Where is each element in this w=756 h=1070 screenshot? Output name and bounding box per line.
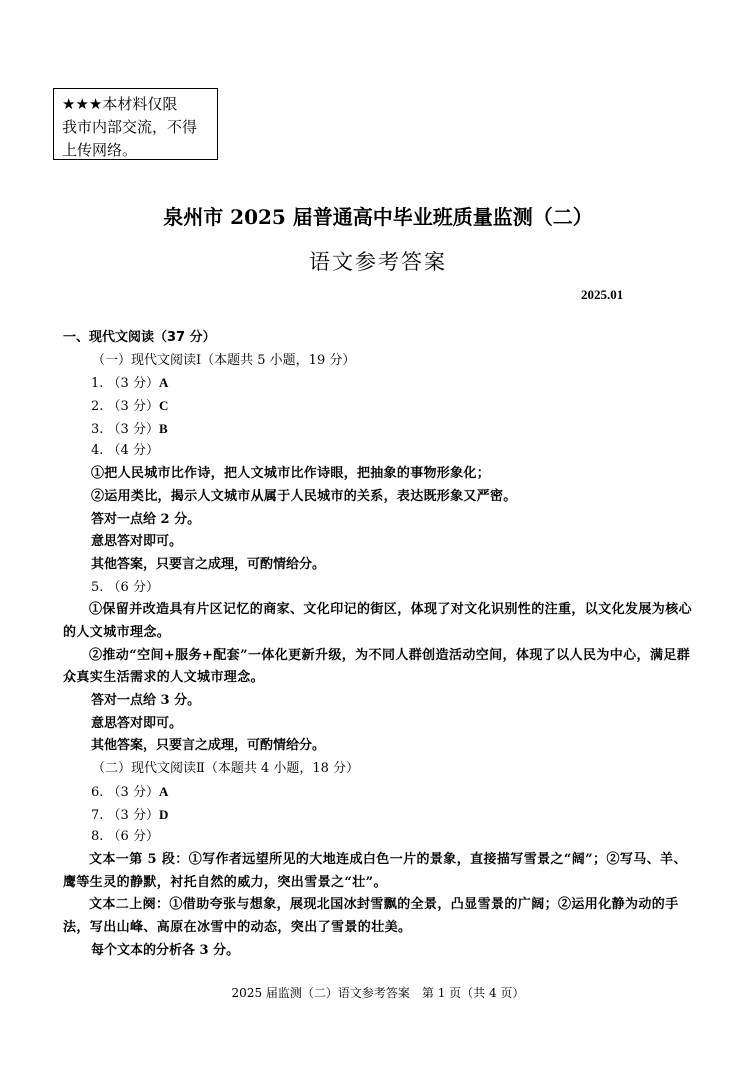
scoring-note: 答对一点给 3 分。 bbox=[91, 693, 201, 709]
page-title: 泉州市 2025 届普通高中毕业班质量监测（二） bbox=[163, 205, 593, 229]
answer-point: ②推动“空间+服务+配套”一体化更新升级，为不同人群创造活动空间，体现了以人民为中心，满足群众真实生活需求的人文城市理念。 bbox=[63, 647, 691, 686]
scoring-note: 每个文本的分析各 3 分。 bbox=[91, 942, 240, 958]
question-1 bbox=[63, 372, 698, 395]
notice-line-3: 上传网络。 bbox=[62, 141, 138, 159]
meaning-note: 意思答对即可。 bbox=[91, 534, 183, 550]
answer-point: ①保留并改造具有片区记忆的商家、文化印记的街区，体现了对文化识别性的注重，以文化发展为核心的人文城市理念。 bbox=[63, 602, 693, 640]
answer-paragraph: 文本一第 5 段：①写作者远望所见的大地连成白色一片的景象，直接描写雪景之“阔”；②写马、羊、鹰等生灵的静默，衬托自然的威力，突出雪景之“壮”。 bbox=[63, 851, 687, 890]
question-label: 6. （3 分） bbox=[91, 784, 159, 800]
answer-point: ①把人民城市比作诗，把人文城市比作诗眼，把抽象的事物形象化； bbox=[91, 466, 491, 482]
notice-box bbox=[53, 88, 218, 160]
page-footer: 2025 届监测（二）语文参考答案 第 1 页（共 4 页） bbox=[231, 986, 525, 1000]
question-answer: A bbox=[158, 375, 169, 391]
question-7 bbox=[63, 804, 698, 827]
question-2 bbox=[63, 395, 698, 418]
question-label: 1. （3 分） bbox=[91, 376, 159, 392]
notice-line-2: 我市内部交流，不得 bbox=[62, 118, 198, 136]
answer-point: ②运用类比，揭示人文城市从属于人民城市的关系，表达既形象又严密。 bbox=[91, 488, 517, 504]
question-6 bbox=[63, 781, 698, 804]
notice-line-1: ★★★本材料仅限 bbox=[62, 95, 178, 113]
question-answer: B bbox=[158, 420, 168, 436]
question-label: 7. （3 分） bbox=[91, 807, 159, 823]
other-note: 其他答案，只要言之成理，可酌情给分。 bbox=[91, 556, 326, 572]
question-3 bbox=[63, 418, 698, 441]
scoring-note: 答对一点给 2 分。 bbox=[91, 511, 201, 527]
page-subtitle: 语文参考答案 bbox=[309, 250, 447, 274]
question-answer: D bbox=[158, 806, 169, 822]
document-date: 2025.01 bbox=[581, 287, 624, 302]
question-answer: A bbox=[158, 783, 169, 799]
question-8-label: 8. （6 分） bbox=[91, 829, 159, 845]
question-answer: C bbox=[158, 398, 169, 414]
question-label: 3. （3 分） bbox=[91, 421, 159, 437]
question-label: 2. （3 分） bbox=[91, 399, 159, 415]
part-heading: （一）现代文阅读Ⅰ（本题共 5 小题，19 分） bbox=[92, 352, 356, 368]
question-4-label: 4. （4 分） bbox=[91, 443, 159, 459]
other-note: 其他答案，只要言之成理，可酌情给分。 bbox=[91, 738, 326, 754]
answer-content bbox=[63, 327, 698, 962]
section-heading: 一、现代文阅读（37 分） bbox=[63, 330, 216, 345]
meaning-note: 意思答对即可。 bbox=[91, 715, 183, 731]
part-heading: （二）现代文阅读Ⅱ（本题共 4 小题，18 分） bbox=[92, 761, 360, 777]
answer-paragraph: 文本二上阕：①借助夸张与想象，展现北国冰封雪飘的全景，凸显雪景的广阔；②运用化静为动的手法，写出山峰、高原在冰雪中的动态，突出了雪景的壮美。 bbox=[63, 897, 679, 935]
question-5-label: 5. （6 分） bbox=[91, 579, 159, 595]
